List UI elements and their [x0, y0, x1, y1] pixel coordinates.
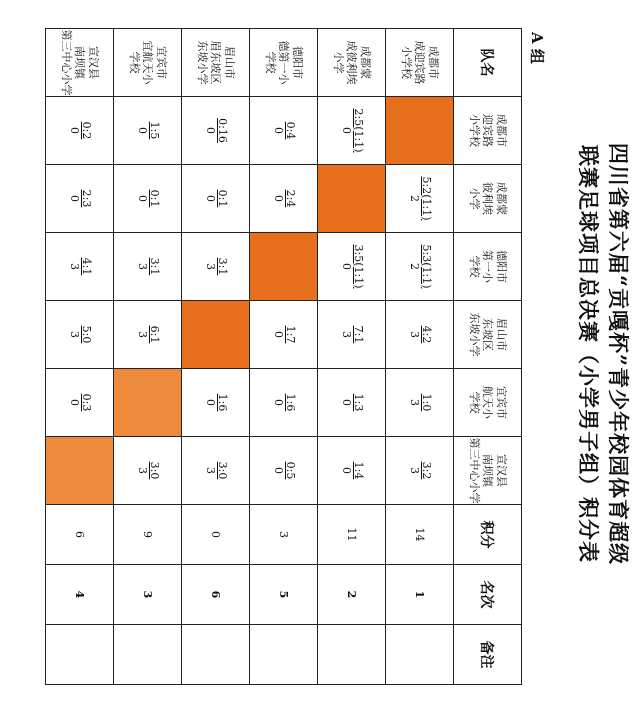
match-score: 2:5(1:1)	[352, 108, 366, 153]
match-points: 0	[271, 194, 285, 202]
column-header-team-name-line: 东坡小学	[467, 312, 481, 357]
match-result-cell	[114, 165, 182, 233]
match-result	[135, 190, 160, 208]
match-result-cell	[318, 369, 386, 437]
match-score: 1:4	[352, 461, 366, 480]
column-header-team-name-line: 小学校	[467, 114, 481, 147]
rank-cell: 5	[250, 565, 318, 625]
match-result-cell	[46, 165, 114, 233]
match-result-cell	[386, 437, 454, 505]
match-result-cell	[386, 233, 454, 301]
points-cell: 6	[46, 505, 114, 565]
match-result-cell	[46, 301, 114, 369]
team-name-line: 第三中心小学	[59, 29, 73, 96]
match-points: 0	[271, 466, 285, 474]
match-score: 0:5	[284, 461, 298, 480]
column-header-team-name-line: 第三中心小学	[467, 437, 481, 504]
match-points: 3	[67, 330, 81, 338]
match-result-cell	[46, 233, 114, 301]
match-result	[67, 394, 92, 412]
column-header-team	[454, 165, 522, 233]
rank-cell: 4	[46, 565, 114, 625]
match-result	[339, 326, 364, 344]
diagonal-cell	[250, 233, 318, 301]
team-name-line: 宜航天小	[141, 40, 155, 85]
points-cell: 3	[250, 505, 318, 565]
match-result-cell	[114, 301, 182, 369]
match-result	[339, 462, 364, 480]
team-name-cell	[318, 29, 386, 97]
group-label: A 组	[528, 32, 546, 64]
team-name-line: 眉山市	[223, 46, 237, 79]
points-cell: 11	[318, 505, 386, 565]
diagonal-cell	[318, 165, 386, 233]
match-points: 3	[135, 466, 149, 474]
remarks-column-header: 备注	[454, 625, 522, 685]
match-score: 7:1	[352, 325, 366, 344]
match-score: 5:2(1:1)	[420, 176, 434, 221]
match-score: 4:1	[80, 257, 94, 276]
match-result	[203, 190, 228, 208]
match-result	[135, 122, 160, 140]
page-title-line2: 联赛足球项目总决赛（小学男子组）积分表	[576, 145, 601, 563]
remarks-cell	[250, 625, 318, 685]
match-result-cell	[182, 233, 250, 301]
rank-cell: 1	[386, 565, 454, 625]
column-header-team-name-line: 成都蒙	[495, 182, 509, 215]
remarks-cell	[386, 625, 454, 685]
match-points: 3	[67, 262, 81, 270]
match-result	[407, 177, 432, 221]
match-result-cell	[250, 437, 318, 505]
match-result-cell	[250, 369, 318, 437]
rank-cell: 2	[318, 565, 386, 625]
match-result	[407, 245, 432, 289]
match-score: 3:1	[148, 257, 162, 276]
team-column-header: 队名	[454, 29, 522, 97]
team-name-line: 成都市	[427, 46, 441, 79]
team-name-line: 宣汉县	[87, 46, 101, 79]
remarks-cell	[318, 625, 386, 685]
match-score: 0:16	[216, 118, 230, 143]
diagonal-cell	[46, 437, 114, 505]
match-result	[67, 258, 92, 276]
points-cell: 14	[386, 505, 454, 565]
match-score: 3:5(1:1)	[352, 244, 366, 289]
match-result-cell	[386, 369, 454, 437]
match-score: 1:7	[284, 325, 298, 344]
column-header-team-name-line: 南坝镇	[481, 454, 495, 487]
match-result	[67, 326, 92, 344]
match-score: 5:0	[80, 325, 94, 344]
team-name-line: 成都蒙	[359, 46, 373, 79]
remarks-cell	[182, 625, 250, 685]
match-result	[407, 326, 432, 344]
column-header-team	[454, 301, 522, 369]
match-result-cell	[114, 233, 182, 301]
column-header-team-name-line: 东坡区	[481, 318, 495, 351]
match-score: 1:6	[216, 393, 230, 412]
match-points: 0	[339, 263, 353, 270]
column-header-team-name-line: 德阳市	[495, 250, 509, 283]
match-result-cell	[46, 97, 114, 165]
match-points: 3	[203, 466, 217, 474]
match-score: 0:2	[80, 121, 94, 140]
page-title-line1: 四川省第六届“贡嘎杯”青少年校园体育超级	[606, 142, 631, 566]
match-result	[135, 258, 160, 276]
match-score: 0:1	[148, 189, 162, 208]
match-points: 3	[203, 262, 217, 270]
match-result-cell	[318, 233, 386, 301]
match-result	[271, 326, 296, 344]
match-result	[135, 326, 160, 344]
header-row	[454, 29, 522, 685]
match-points: 2	[407, 263, 421, 270]
column-header-team-name-line: 第一小	[481, 250, 495, 283]
match-points: 0	[67, 126, 81, 134]
team-name-cell	[386, 29, 454, 97]
team-name-line: 学校	[263, 51, 277, 74]
table-row	[182, 29, 250, 685]
match-result	[271, 394, 296, 412]
team-name-line: 成彼利埃	[345, 40, 359, 85]
match-result-cell	[318, 97, 386, 165]
standings-table	[45, 28, 522, 685]
match-result	[407, 394, 432, 412]
rank-cell: 3	[114, 565, 182, 625]
match-points: 3	[407, 466, 421, 474]
team-name-line: 小学校	[399, 46, 413, 79]
diagonal-cell	[114, 369, 182, 437]
points-cell: 0	[182, 505, 250, 565]
match-score: 4:2	[420, 325, 434, 344]
match-result	[339, 245, 364, 289]
column-header-team-name-line: 学校	[467, 391, 481, 414]
team-name-line: 成迎宾路	[413, 40, 427, 85]
rank-cell: 6	[182, 565, 250, 625]
column-header-team-name-line: 眉山市	[495, 318, 509, 351]
match-result	[203, 118, 228, 143]
match-result	[407, 462, 432, 480]
column-header-team-name-line: 彼利埃	[481, 182, 495, 215]
column-header-team-name-line: 航天小	[481, 386, 495, 419]
match-result-cell	[250, 165, 318, 233]
match-score: 3:0	[148, 461, 162, 480]
team-name-line: 学校	[127, 51, 141, 74]
match-points: 0	[339, 127, 353, 134]
team-name-cell	[250, 29, 318, 97]
match-result-cell	[182, 369, 250, 437]
match-points: 0	[339, 398, 353, 406]
match-result-cell	[114, 437, 182, 505]
table-row	[114, 29, 182, 685]
team-name-cell	[182, 29, 250, 97]
match-points: 0	[135, 126, 149, 134]
match-score: 1:5	[148, 121, 162, 140]
column-header-team-name-line: 宜宾市	[495, 386, 509, 419]
team-name-line: 眉东坡区	[209, 40, 223, 85]
match-score: 2:4	[284, 189, 298, 208]
match-points: 3	[135, 262, 149, 270]
match-score: 3:0	[216, 461, 230, 480]
column-header-team	[454, 369, 522, 437]
column-header-team	[454, 233, 522, 301]
match-score: 0:1	[216, 189, 230, 208]
match-points: 0	[203, 126, 217, 134]
team-name-line: 东坡小学	[195, 40, 209, 85]
match-result	[135, 462, 160, 480]
match-result-cell	[114, 97, 182, 165]
match-result-cell	[182, 97, 250, 165]
team-name-line: 德阳市	[291, 46, 305, 79]
match-result	[271, 190, 296, 208]
points-cell: 9	[114, 505, 182, 565]
match-result-cell	[318, 301, 386, 369]
match-result	[203, 462, 228, 480]
match-score: 5:3(1:1)	[420, 244, 434, 289]
diagonal-cell	[182, 301, 250, 369]
match-points: 0	[339, 466, 353, 474]
table-row	[318, 29, 386, 685]
match-result	[67, 190, 92, 208]
match-score: 6:1	[148, 325, 162, 344]
table-row	[250, 29, 318, 685]
remarks-cell	[114, 625, 182, 685]
match-score: 0:4	[284, 121, 298, 140]
rank-column-header: 名次	[454, 565, 522, 625]
team-name-line: 小学	[331, 51, 345, 74]
match-points: 0	[67, 398, 81, 406]
column-header-team-name-line: 宣汉县	[495, 454, 509, 487]
match-score: 3:2	[420, 461, 434, 480]
diagonal-cell	[386, 97, 454, 165]
match-result-cell	[250, 97, 318, 165]
match-result	[271, 122, 296, 140]
column-header-team-name-line: 迎宾路	[481, 114, 495, 147]
match-score: 1:6	[284, 393, 298, 412]
match-points: 3	[339, 330, 353, 338]
team-name-line: 德第一小	[277, 40, 291, 85]
match-result-cell	[182, 437, 250, 505]
match-score: 0:3	[80, 393, 94, 412]
match-result	[271, 462, 296, 480]
table-row	[46, 29, 114, 685]
match-result-cell	[386, 301, 454, 369]
match-score: 1:0	[420, 393, 434, 412]
match-points: 3	[135, 330, 149, 338]
match-result	[203, 394, 228, 412]
match-points: 3	[407, 330, 421, 338]
team-name-line: 宜宾市	[155, 46, 169, 79]
match-points: 0	[271, 330, 285, 338]
match-score: 2:3	[80, 189, 94, 208]
match-result-cell	[318, 437, 386, 505]
match-result	[203, 258, 228, 276]
match-result	[339, 394, 364, 412]
column-header-team-name-line: 小学	[467, 187, 481, 210]
column-header-team-name-line: 学校	[467, 255, 481, 278]
team-name-cell	[46, 29, 114, 97]
match-points: 3	[407, 398, 421, 406]
column-header-team	[454, 97, 522, 165]
match-points: 0	[67, 194, 81, 202]
match-result-cell	[250, 301, 318, 369]
match-score: 1:3	[352, 393, 366, 412]
match-result-cell	[386, 165, 454, 233]
match-score: 3:1	[216, 257, 230, 276]
team-name-cell	[114, 29, 182, 97]
column-header-team	[454, 437, 522, 505]
match-points: 2	[407, 195, 421, 202]
match-points: 0	[203, 194, 217, 202]
match-result-cell	[182, 165, 250, 233]
remarks-cell	[46, 625, 114, 685]
match-result	[67, 122, 92, 140]
match-points: 0	[271, 126, 285, 134]
team-name-line: 南坝镇	[73, 46, 87, 79]
match-points: 0	[271, 398, 285, 406]
match-result	[339, 109, 364, 153]
match-points: 0	[135, 194, 149, 202]
column-header-team-name-line: 成都市	[495, 114, 509, 147]
table-row	[386, 29, 454, 685]
points-column-header: 积分	[454, 505, 522, 565]
match-points: 0	[203, 398, 217, 406]
match-result-cell	[46, 369, 114, 437]
